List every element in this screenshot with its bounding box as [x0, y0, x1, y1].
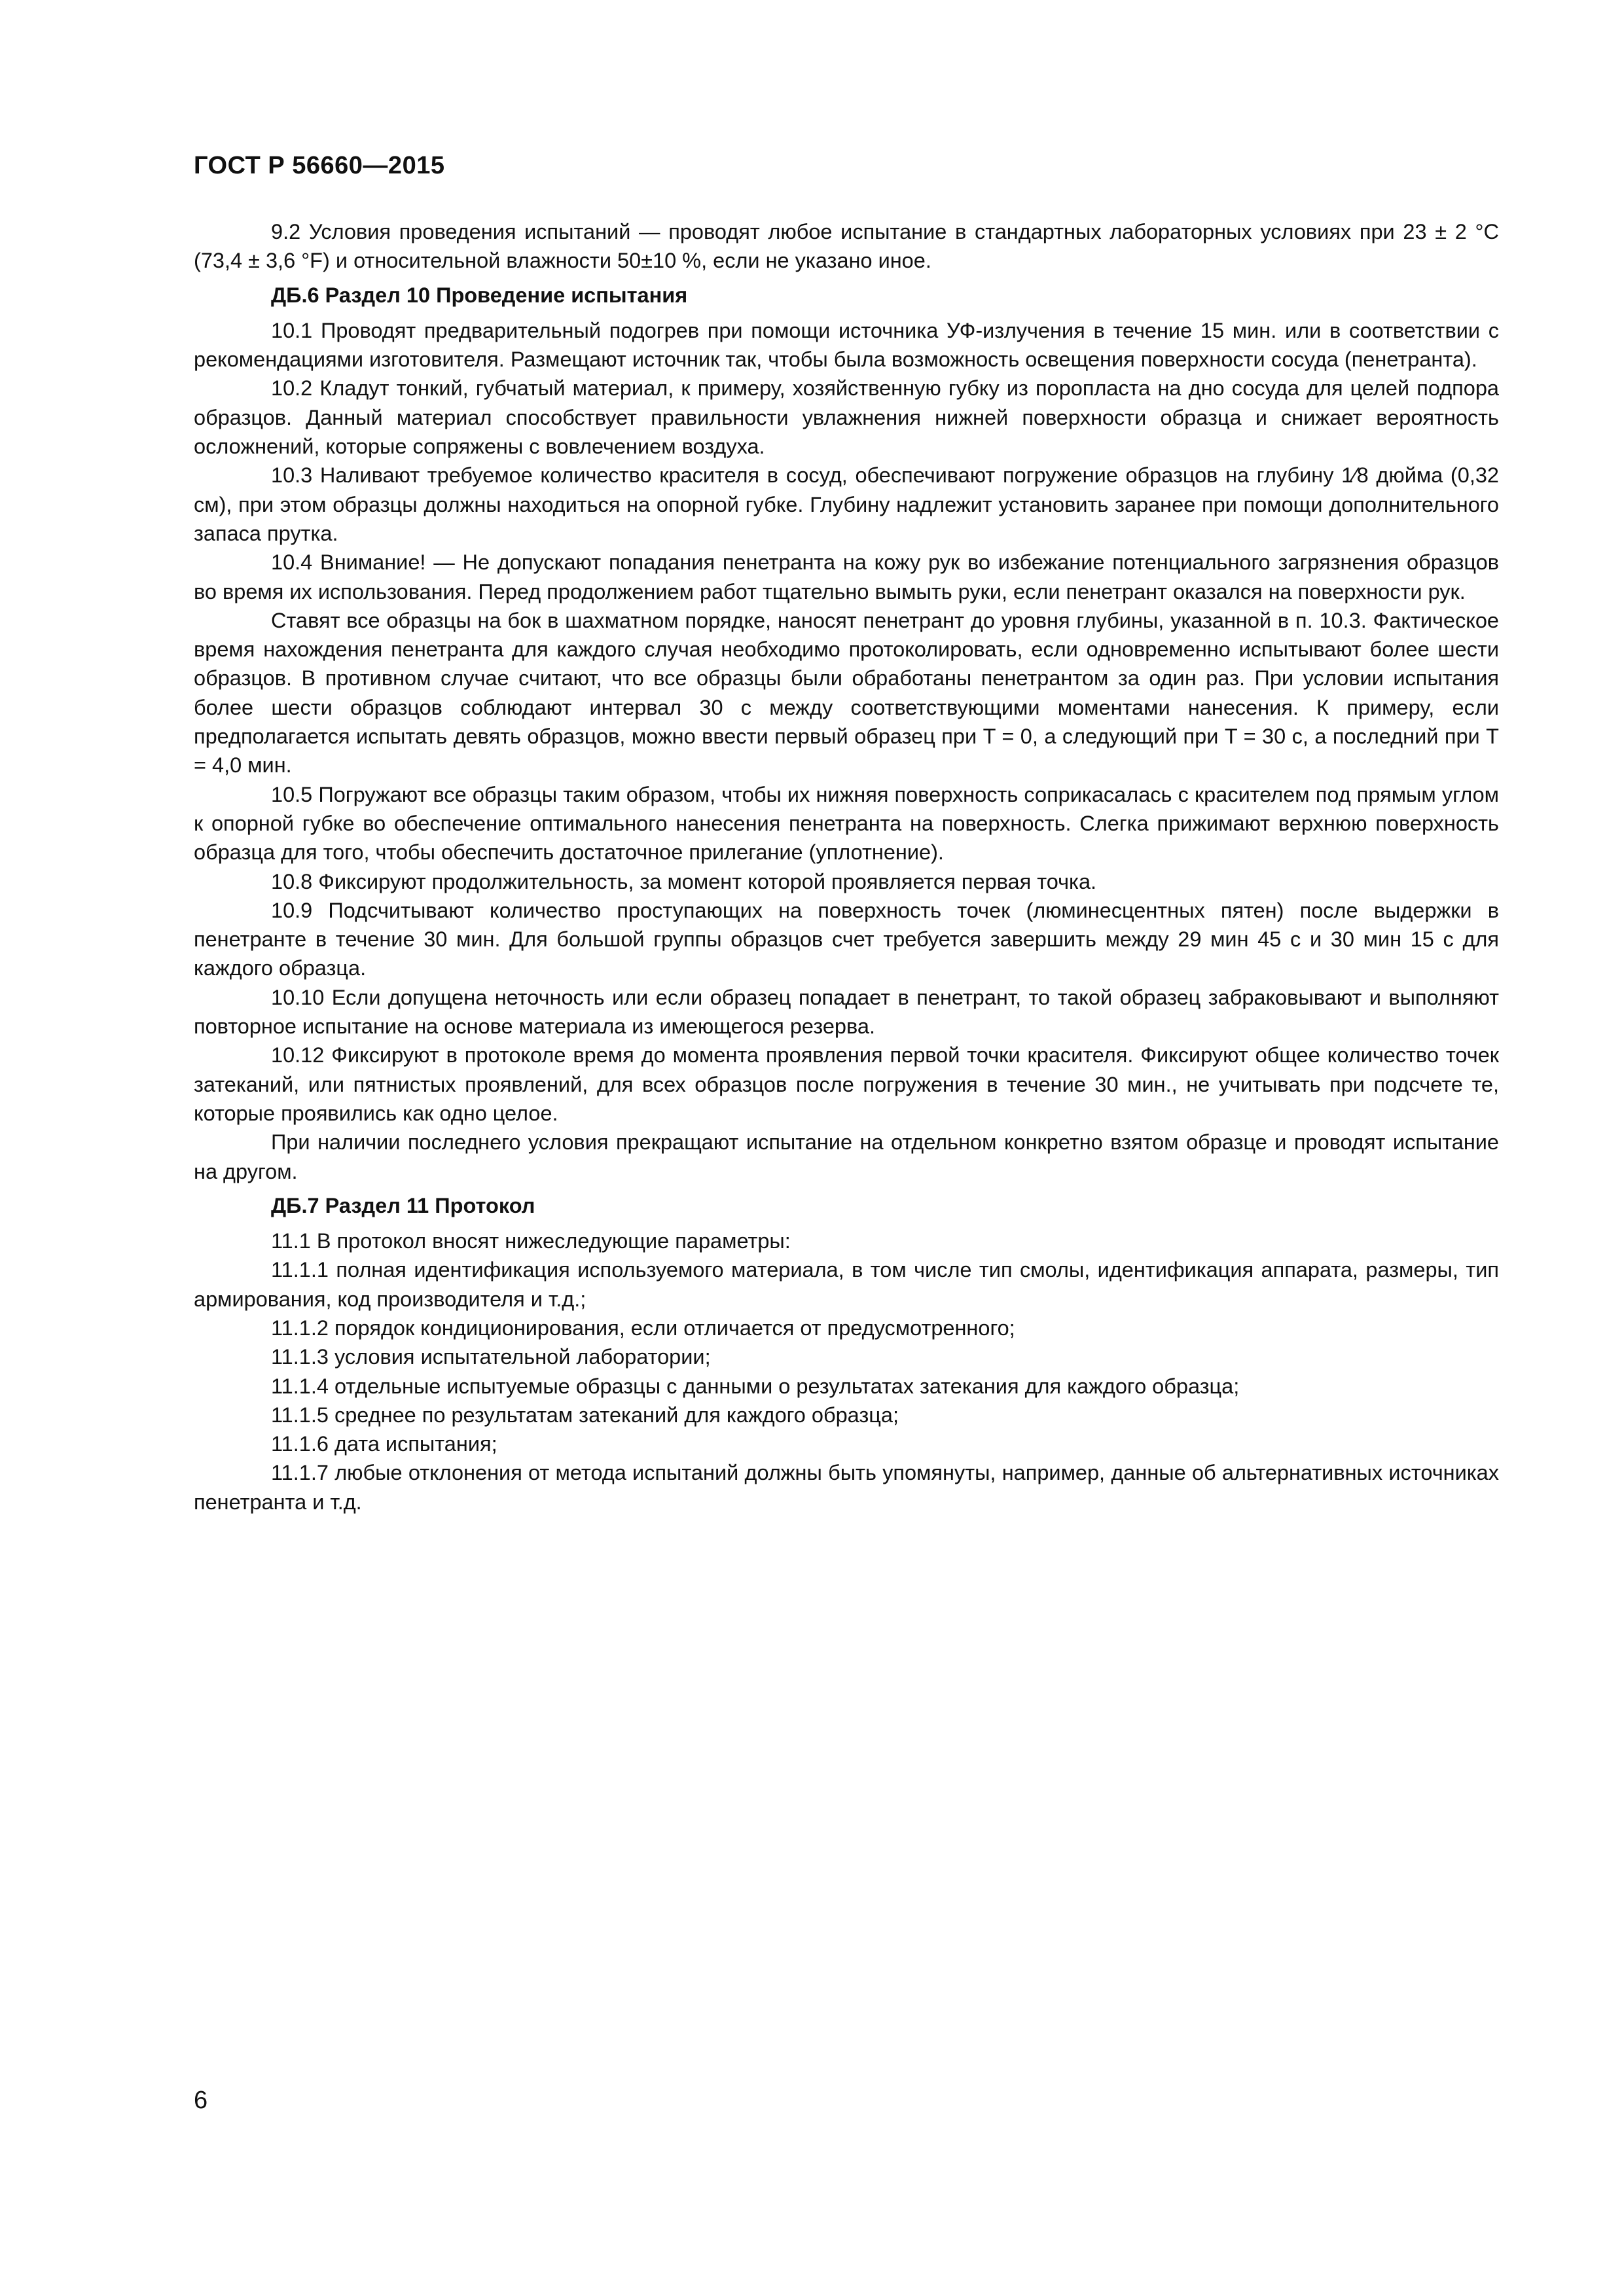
paragraph-9-2: 9.2 Условия проведения испытаний — проводят любое испытание в стандартных лабораторных условиях при 23 ± 2 °С (73,4 ± 3,6 °F) и относительной влажности 50±10 %, если не указано иное.	[194, 220, 1499, 273]
section-heading-db7: ДБ.7 Раздел 11 Протокол	[271, 1193, 535, 1217]
paragraph-10-10: 10.10 Если допущена неточность или если образец попадает в пенетрант, то такой образец забраковывают и выполняют повторное испытание на основе материала из имеющегося резерва.	[194, 985, 1499, 1039]
paragraph-10-3: 10.3 Наливают требуемое количество красителя в сосуд, обеспечивают погружение образцов на глубину 1⁄8 дюйма (0,32 см), при этом образцы должны находиться на опорной губке. Глубину надлежит установить заранее при помощи дополнительного запаса прутка.	[194, 463, 1499, 545]
paragraph-11-1: 11.1 В протокол вносят нижеследующие параметры:	[271, 1229, 791, 1253]
document-body	[194, 217, 1499, 1516]
paragraph-11-1-7: 11.1.7 любые отклонения от метода испытаний должны быть упомянуты, например, данные об альтернативных источниках пенетранта и т.д.	[194, 1461, 1499, 1514]
paragraph-termination: При наличии последнего условия прекращают испытание на отдельном конкретно взятом образце и проводят испытание на другом.	[194, 1130, 1499, 1183]
paragraph-10-12: 10.12 Фиксируют в протоколе время до момента проявления первой точки красителя. Фиксируют общее количество точек затеканий, или пятнистых проявлений, для всех образцов после погружения в течение 30 мин., не учитывать при подсчете те, которые проявились как одно целое.	[194, 1043, 1499, 1125]
section-heading-db6: ДБ.6 Раздел 10 Проведение испытания	[271, 283, 688, 307]
paragraph-11-1-1: 11.1.1 полная идентификация используемого материала, в том числе тип смолы, идентификация аппарата, размеры, тип армирования, код производителя и т.д.;	[194, 1258, 1499, 1311]
paragraph-10-5: 10.5 Погружают все образцы таким образом, чтобы их нижняя поверхность соприкасалась с красителем под прямым углом к опорной губке во обеспечение оптимального нанесения пенетранта на поверхность. Слегка прижимают верхнюю поверхность образца для того, чтобы обеспечить достаточное прилегание (уплотнение).	[194, 782, 1499, 865]
paragraph-11-1-2: 11.1.2 порядок кондиционирования, если отличается от предусмотренного;	[271, 1316, 1015, 1340]
paragraph-10-8: 10.8 Фиксируют продолжительность, за момент которой проявляется первая точка.	[271, 869, 1097, 893]
paragraph-10-4: 10.4 Внимание! — Не допускают попадания пенетранта на кожу рук во избежание потенциального загрязнения образцов во время их использования. Перед продолжением работ тщательно вымыть руки, если пенетрант оказался на поверхности рук.	[194, 550, 1499, 603]
page-number: 6	[194, 2087, 208, 2114]
paragraph-11-1-3: 11.1.3 условия испытательной лаборатории;	[271, 1345, 711, 1369]
paragraph-10-1: 10.1 Проводят предварительный подогрев при помощи источника УФ-излучения в течение 15 мин. или в соответствии с рекомендациями изготовителя. Размещают источник так, чтобы была возможность освещения поверхности сосуда (пенетранта).	[194, 318, 1499, 372]
paragraph-11-1-6: 11.1.6 дата испытания;	[271, 1432, 497, 1456]
paragraph-10-2: 10.2 Кладут тонкий, губчатый материал, к примеру, хозяйственную губку из поропласта на дно сосуда для целей подпора образцов. Данный материал способствует правильности увлажнения нижней поверхности образца и снижает вероятность осложнений, которые сопряжены с вовлечением воздуха.	[194, 376, 1499, 459]
paragraph-11-1-5: 11.1.5 среднее по результатам затеканий для каждого образца;	[271, 1403, 899, 1427]
paragraph-10-9: 10.9 Подсчитывают количество проступающих на поверхность точек (люминесцентных пятен) после выдержки в пенетранте в течение 30 мин. Для большой группы образцов счет требуется завершить между 29 мин 45 с и 30 мин 15 с для каждого образца.	[194, 898, 1499, 980]
paragraph-11-1-4: 11.1.4 отдельные испытуемые образцы с данными о результатах затекания для каждого образца;	[271, 1374, 1240, 1398]
document-header: ГОСТ Р 56660—2015	[194, 152, 445, 179]
paragraph-staggered-placement: Ставят все образцы на бок в шахматном порядке, наносят пенетрант до уровня глубины, указанной в п. 10.3. Фактическое время нахождения пенетранта для каждого случая необходимо протоколировать, если одновременно испытывают более шести образцов. В противном случае считают, что все образцы были обработаны пенетрантом за один раз. При условии испытания более шести образцов соблюдают интервал 30 с между соответствующими моментами нанесения. К примеру, если предполагается испытать девять образцов, можно ввести первый образец при T = 0, а следующий при T = 30 с, а последний при T = 4,0 мин.	[194, 608, 1499, 778]
